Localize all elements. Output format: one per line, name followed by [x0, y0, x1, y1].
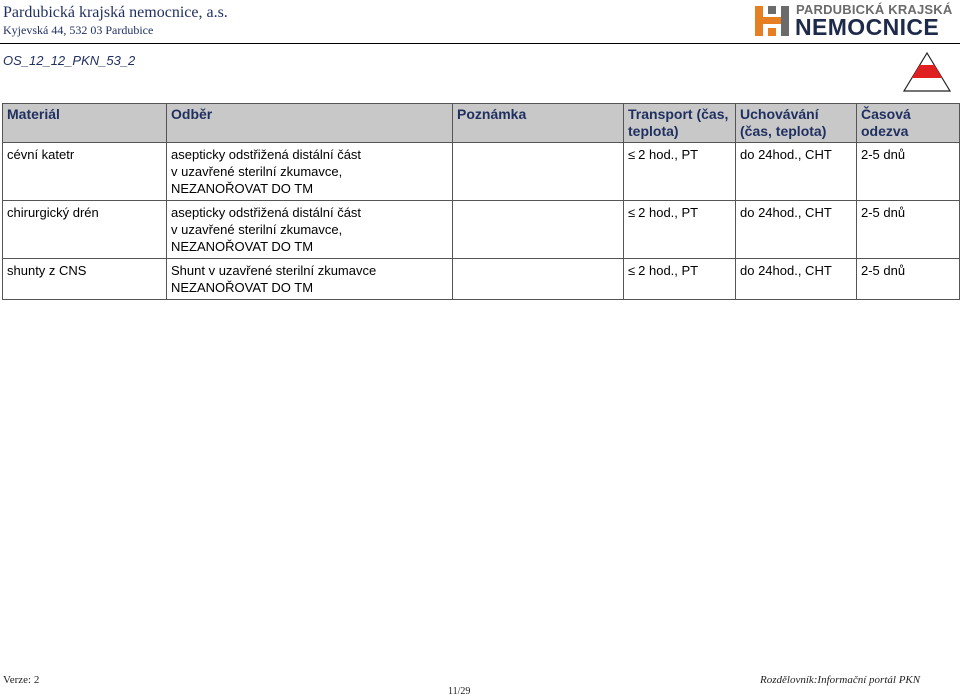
- odber-line: v uzavřené sterilní zkumavce,: [171, 164, 343, 179]
- header-divider: [0, 43, 960, 44]
- footer-distribution: Rozdělovník:Informační portál PKN: [760, 674, 921, 686]
- transport-value: 2 hod., PT: [638, 205, 699, 220]
- less-equal-symbol: ≤: [628, 147, 636, 162]
- logo-text-line2: NEMOCNICE: [795, 14, 940, 40]
- cell-uchovavani: do 24hod., CHT: [736, 143, 857, 201]
- odber-line: asepticky odstřižená distální část: [171, 147, 362, 162]
- logo-mark-icon: [754, 4, 790, 38]
- transport-value: 2 hod., PT: [638, 263, 699, 278]
- cell-uchovavani: do 24hod., CHT: [736, 201, 857, 259]
- cell-material: shunty z CNS: [3, 259, 167, 300]
- footer-page-number: 11/29: [448, 686, 471, 697]
- cell-odezva: 2-5 dnů: [857, 259, 960, 300]
- column-header-material: Materiál: [3, 104, 167, 143]
- cell-transport: [624, 259, 736, 300]
- odber-line: v uzavřené sterilní zkumavce,: [171, 222, 343, 237]
- cell-transport: [624, 201, 736, 259]
- cell-material: chirurgický drén: [3, 201, 167, 259]
- table-row: [3, 143, 960, 201]
- table-row: [3, 259, 960, 300]
- cell-odezva: 2-5 dnů: [857, 201, 960, 259]
- logo-text-line1: PARDUBICKÁ KRAJSKÁ: [796, 2, 953, 17]
- column-header-uchovavani: Uchovávání (čas, teplota): [736, 104, 857, 143]
- odber-line: NEZANOŘOVAT DO TM: [171, 280, 314, 295]
- cell-odezva: 2-5 dnů: [857, 143, 960, 201]
- footer-version: Verze: 2: [3, 674, 40, 686]
- column-header-transport: Transport (čas, teplota): [624, 104, 736, 143]
- cell-poznamka: [453, 143, 624, 201]
- cell-odber: [167, 259, 453, 300]
- cell-poznamka: [453, 201, 624, 259]
- material-table: [2, 103, 960, 300]
- cell-uchovavani: do 24hod., CHT: [736, 259, 857, 300]
- table-row: [3, 201, 960, 259]
- document-id: OS_12_12_PKN_53_2: [3, 53, 136, 68]
- cell-transport: [624, 143, 736, 201]
- warning-triangle-icon: [902, 51, 952, 93]
- column-header-odezva: Časová odezva: [857, 104, 960, 143]
- less-equal-symbol: ≤: [628, 263, 636, 278]
- transport-value: 2 hod., PT: [638, 147, 699, 162]
- cell-poznamka: [453, 259, 624, 300]
- table-header-row: [3, 104, 960, 143]
- odber-line: NEZANOŘOVAT DO TM: [171, 239, 314, 254]
- column-header-odber: Odběr: [167, 104, 453, 143]
- cell-material: cévní katetr: [3, 143, 167, 201]
- column-header-poznamka: Poznámka: [453, 104, 624, 143]
- less-equal-symbol: ≤: [628, 205, 636, 220]
- odber-line: NEZANOŘOVAT DO TM: [171, 181, 314, 196]
- cell-odber: [167, 201, 453, 259]
- odber-line: Shunt v uzavřené sterilní zkumavce: [171, 263, 377, 278]
- odber-line: asepticky odstřižená distální část: [171, 205, 362, 220]
- hospital-logo: [754, 2, 960, 40]
- cell-odber: [167, 143, 453, 201]
- organization-name: Pardubická krajská nemocnice, a.s.: [3, 4, 228, 21]
- organization-address: Kyjevská 44, 532 03 Pardubice: [3, 23, 154, 37]
